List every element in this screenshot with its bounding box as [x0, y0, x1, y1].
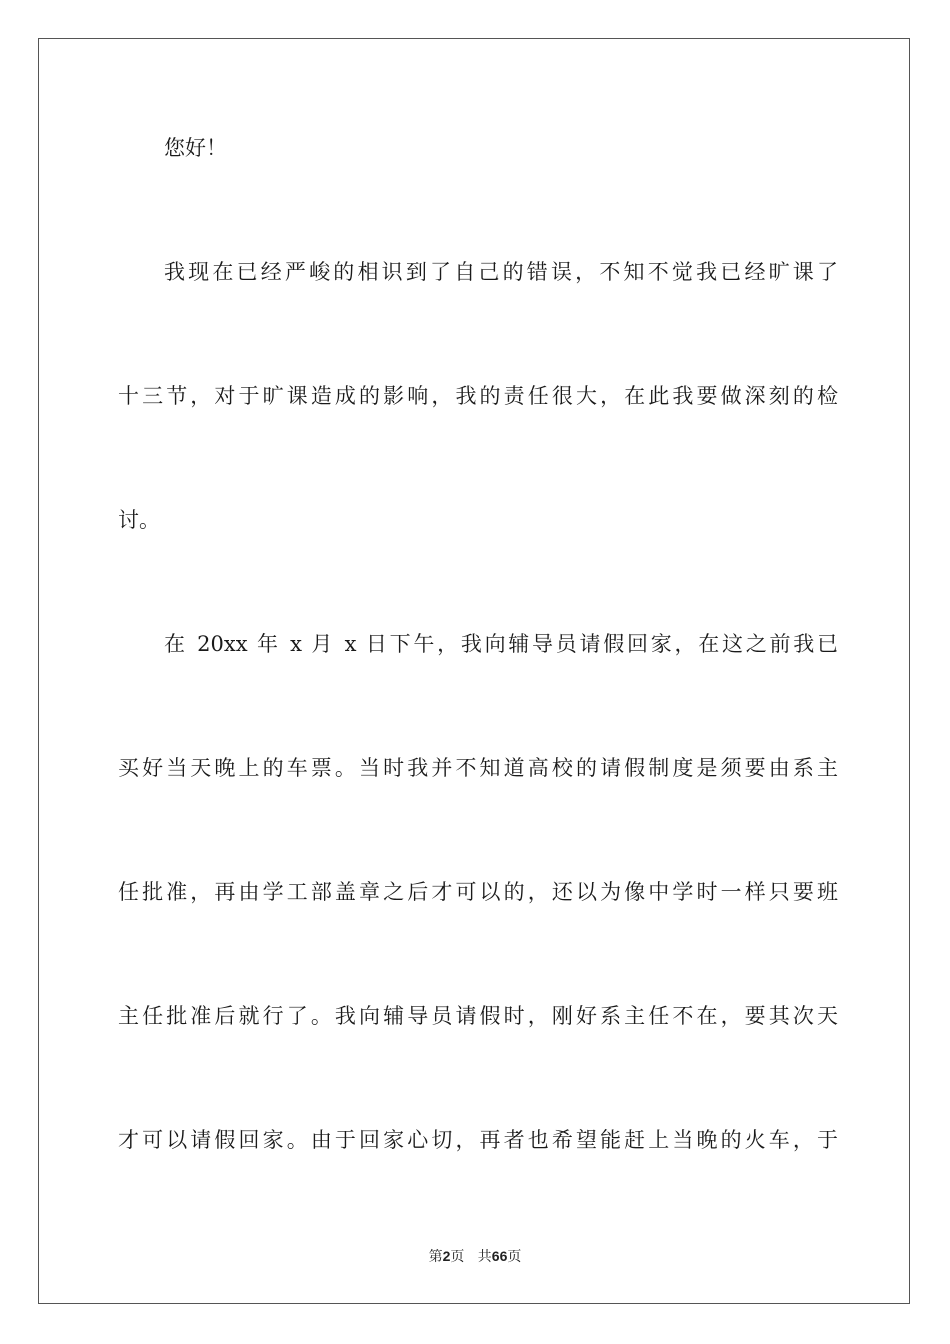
page-footer [0, 1246, 950, 1267]
greeting-line: 您好！ [164, 136, 227, 160]
body-line-2: 十三节，对于旷课造成的影响，我的责任很大，在此我要做深刻的检 [118, 384, 838, 408]
body-line-4: 在 20xx 年 x 月 x 日下午，我向辅导员请假回家，在这之前我已 [164, 632, 838, 656]
body-line-1: 我现在已经严峻的相识到了自己的错误，不知不觉我已经旷课了 [164, 260, 838, 284]
body-line-6: 任批准，再由学工部盖章之后才可以的，还以为像中学时一样只要班 [118, 880, 838, 904]
page-border [38, 38, 910, 1304]
footer-page-number: 2 [442, 1248, 451, 1264]
footer-total-pages: 66 [491, 1248, 508, 1264]
body-line-3: 讨。 [118, 508, 160, 532]
footer-page-suffix: 页 [450, 1249, 465, 1265]
footer-total-prefix: 共 [477, 1249, 492, 1265]
body-line-7: 主任批准后就行了。我向辅导员请假时，刚好系主任不在，要其次天 [118, 1004, 838, 1028]
footer-total-suffix: 页 [507, 1249, 522, 1265]
body-line-8: 才可以请假回家。由于回家心切，再者也希望能赶上当晚的火车，于 [118, 1128, 838, 1152]
body-line-5: 买好当天晚上的车票。当时我并不知道高校的请假制度是须要由系主 [118, 756, 838, 780]
footer-page-prefix: 第 [428, 1249, 443, 1265]
